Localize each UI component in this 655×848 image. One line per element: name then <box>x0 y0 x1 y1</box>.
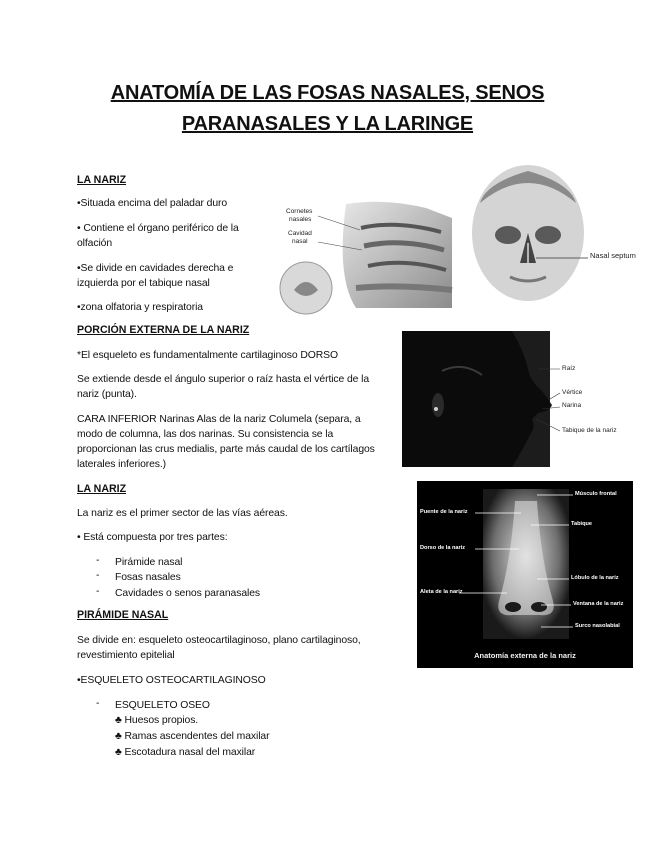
bullet-divide-2: izquierda por el tabique nasal <box>77 278 210 289</box>
nose-profile-figure <box>402 331 635 467</box>
section-heading-la-nariz-2: LA NARIZ <box>77 483 127 495</box>
text-compuesta: • Está compuesta por tres partes: <box>77 532 228 543</box>
club-huesos-propios: ♣ Huesos propios. <box>115 715 199 726</box>
label-lobulo: Lóbulo de la nariz <box>571 575 619 581</box>
label-narina: Narina <box>562 402 582 409</box>
label-tabique-4: Tabique <box>571 521 593 527</box>
label-surco: Surco nasolabial <box>575 623 620 629</box>
text-extiende-1: Se extiende desde el ángulo superior o raíz hasta el vértice de la <box>77 374 370 385</box>
section-heading-la-nariz: LA NARIZ <box>77 174 127 186</box>
text-cara-inferior-4: laterales inferiores.) <box>77 459 167 470</box>
label-aleta: Aleta de la nariz <box>420 589 463 595</box>
section-heading-piramide-nasal: PIRÁMIDE NASAL <box>77 609 169 621</box>
label-nasal: nasal <box>292 238 308 245</box>
text-divide-2: revestimiento epitelial <box>77 650 175 661</box>
label-ventana: Ventana de la nariz <box>573 601 624 607</box>
external-nose-anatomy-figure <box>417 481 633 668</box>
text-cara-inferior-3: proporcionan las crus medialis, parte más caudal de los cartílagos <box>77 444 375 455</box>
text-primer-sector: La nariz es el primer sector de las vías aéreas. <box>77 508 288 519</box>
label-nasales: nasales <box>289 216 312 223</box>
nasal-septum-face-figure <box>470 163 645 316</box>
club-ramas-ascendentes: ♣ Ramas ascendentes del maxilar <box>115 731 270 742</box>
label-dorso: Dorso de la nariz <box>420 545 466 551</box>
text-cara-inferior-2: modo de columna, las dos narinas. Su consistencia se la <box>77 429 334 440</box>
text-cara-inferior-1: CARA INFERIOR Narinas Alas de la nariz Columela (separa, a <box>77 414 361 425</box>
text-esqueleto-osteocartilaginoso: •ESQUELETO OSTEOCARTILAGINOSO <box>77 675 266 686</box>
figure-caption: Anatomía externa de la nariz <box>474 651 576 660</box>
section-heading-porcion-externa: PORCIÓN EXTERNA DE LA NARIZ <box>77 324 250 336</box>
label-tabique: Tabique de la nariz <box>562 427 617 434</box>
list-item-piramide: Pirámide nasal <box>115 557 183 568</box>
list-item-fosas: Fosas nasales <box>115 572 181 583</box>
club-escotadura-nasal: ♣ Escotadura nasal del maxilar <box>115 747 256 758</box>
bullet-contiene-2: olfación <box>77 238 113 249</box>
list-item-cavidades: Cavidades o senos paranasales <box>115 588 260 599</box>
bullet-contiene-1: • Contiene el órgano periférico de la <box>77 223 239 234</box>
bullet-zona: •zona olfatoria y respiratoria <box>77 302 203 313</box>
text-esqueleto-oseo: ESQUELETO OSEO <box>115 700 210 711</box>
text-divide-1: Se divide en: esqueleto osteocartilaginoso, plano cartilaginoso, <box>77 635 361 646</box>
text-esqueleto-dorso: *El esqueleto es fundamentalmente cartilaginoso DORSO <box>77 350 338 361</box>
label-raiz: Raíz <box>562 365 576 372</box>
label-nasal-septum: Nasal septum <box>590 251 636 260</box>
page-title: ANATOMÍA DE LAS FOSAS NASALES, SENOS PARANASALES Y LA LARINGE <box>110 82 545 135</box>
label-musculo-frontal: Músculo frontal <box>575 491 617 497</box>
nasal-cavity-sagittal-figure <box>276 198 456 316</box>
bullet-situada: •Situada encima del paladar duro <box>77 198 228 209</box>
text-extiende-2: nariz (punta). <box>77 389 137 400</box>
label-cornetes: Cornetes <box>286 208 313 215</box>
label-vertice: Vértice <box>562 389 583 396</box>
label-cavidad: Cavidad <box>288 230 312 237</box>
bullet-divide-1: •Se divide en cavidades derecha e <box>77 263 234 274</box>
label-puente: Puente de la nariz <box>420 509 468 515</box>
